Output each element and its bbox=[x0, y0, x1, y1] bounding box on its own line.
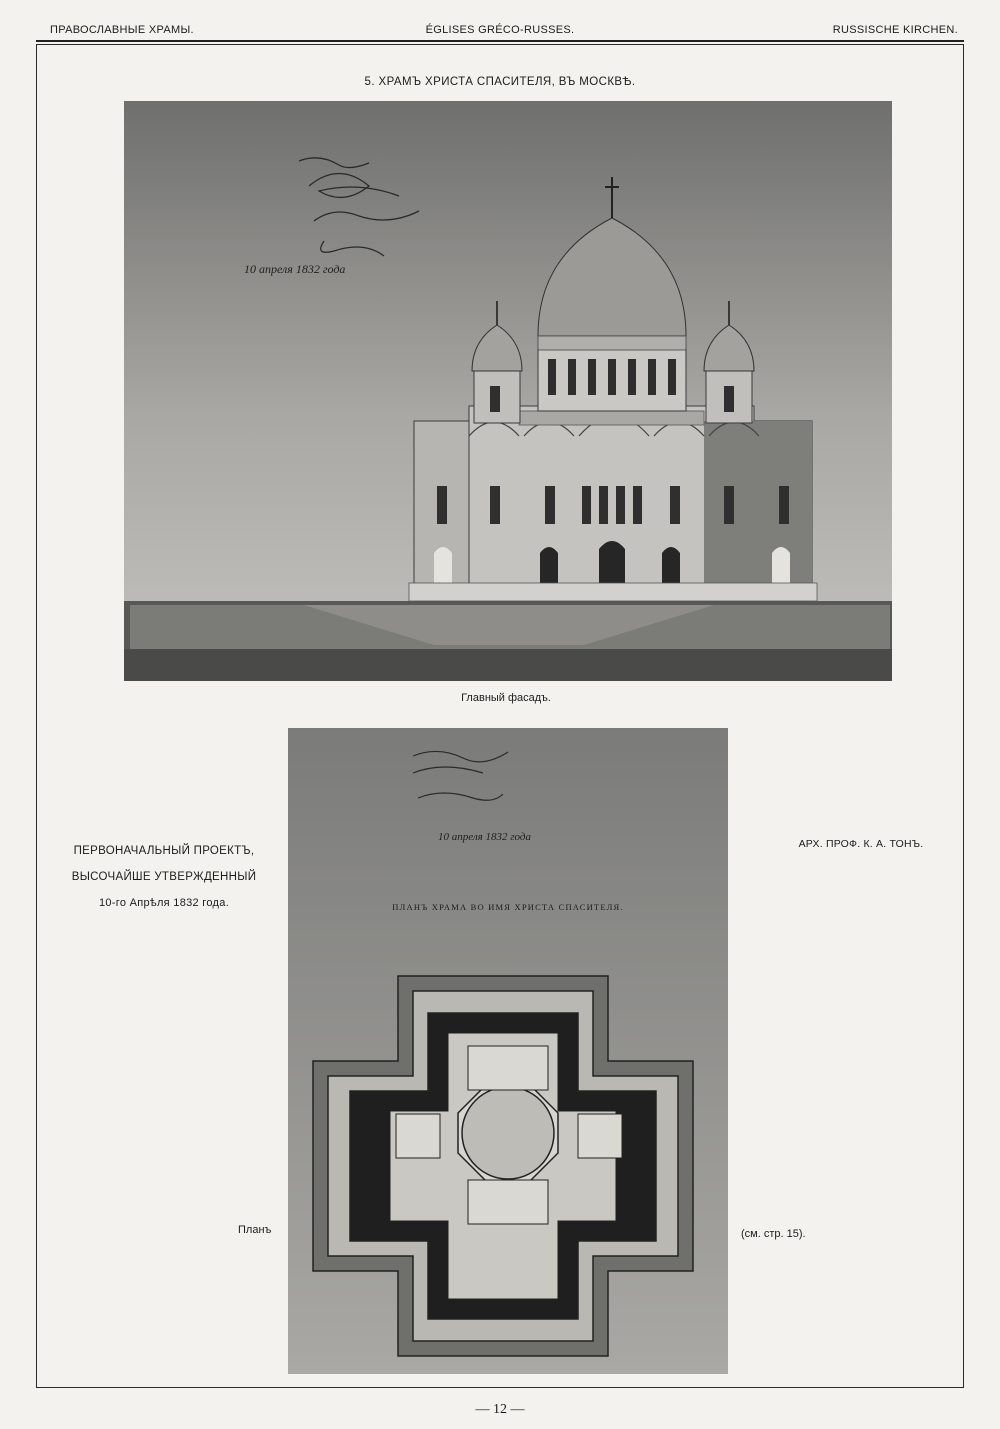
project-approval-date: 10-го Апрѣля 1832 года. bbox=[98, 897, 230, 909]
plan-page-reference: (см. стр. 15). bbox=[741, 1228, 806, 1240]
project-line-1: ПЕРВОНАЧАЛЬНЫЙ ПРОЕКТЪ, bbox=[73, 845, 255, 857]
plan-label: Планъ bbox=[238, 1224, 272, 1236]
project-description bbox=[50, 838, 278, 916]
facade-caption: Главный фасадъ. bbox=[461, 692, 551, 704]
plan-drawing-title: ПЛАНЪ ХРАМА ВО ИМЯ ХРИСТА СПАСИТЕЛЯ. bbox=[392, 902, 624, 912]
plan-date: 10 апреля 1832 года bbox=[438, 831, 531, 843]
running-header-left: ПРАВОСЛАВНЫЕ ХРАМЫ. bbox=[50, 24, 194, 36]
running-header-right: RUSSISCHE KIRCHEN. bbox=[832, 24, 958, 36]
running-header-center: ÉGLISES GRÉCO-RUSSES. bbox=[425, 24, 575, 36]
project-line-2: ВЫСОЧАЙШЕ УТВЕРЖДЕННЫЙ bbox=[71, 871, 257, 883]
header-rule bbox=[36, 40, 964, 42]
facade-illustration bbox=[124, 101, 892, 681]
plate-title: 5. ХРАМЪ ХРИСТА СПАСИТЕЛЯ, ВЪ МОСКВѢ. bbox=[364, 76, 636, 88]
page-number: — 12 — bbox=[475, 1402, 525, 1417]
facade-date: 10 апреля 1832 года bbox=[244, 262, 346, 276]
architect-credit: АРХ. ПРОФ. К. А. ТОНЪ. bbox=[798, 838, 924, 850]
plan-illustration bbox=[288, 728, 728, 1374]
